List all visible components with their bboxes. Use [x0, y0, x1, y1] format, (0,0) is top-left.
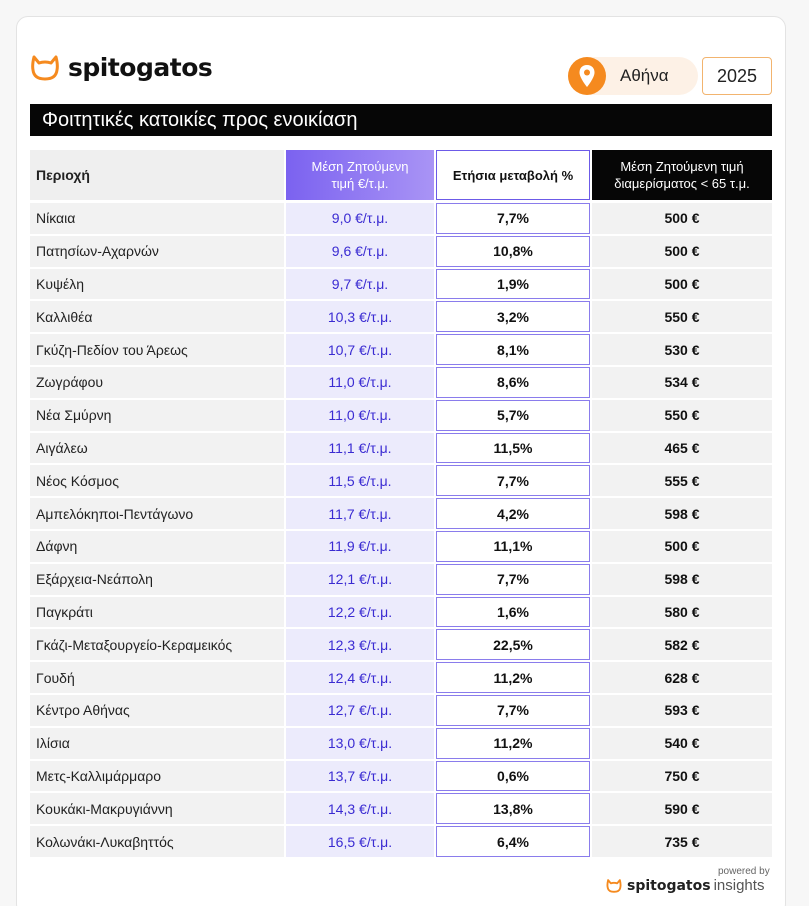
area-cell: Δάφνη — [30, 531, 284, 562]
apartment-price-cell: 735 € — [592, 826, 772, 857]
cat-logo-icon — [30, 55, 60, 81]
change-cell: 11,5% — [436, 433, 590, 464]
area-cell: Παγκράτι — [30, 597, 284, 628]
table-row — [30, 235, 772, 268]
apartment-price-cell: 590 € — [592, 793, 772, 824]
table-row — [30, 497, 772, 530]
price-cell: 11,7 €/τ.μ. — [286, 498, 434, 529]
table-row — [30, 300, 772, 333]
table-row — [30, 333, 772, 366]
location-name: Αθήνα — [620, 66, 669, 85]
column-header-apartment — [592, 150, 772, 200]
change-cell: 8,6% — [436, 367, 590, 398]
table-row — [30, 399, 772, 432]
apartment-price-cell: 555 € — [592, 465, 772, 496]
apartment-price-cell: 550 € — [592, 301, 772, 332]
page-title: Φοιτητικές κατοικίες προς ενοικίαση — [30, 104, 772, 136]
year-selector[interactable]: 2025 — [702, 57, 772, 95]
area-cell: Ιλίσια — [30, 728, 284, 759]
change-cell: 13,8% — [436, 793, 590, 824]
table-row — [30, 661, 772, 694]
area-cell: Νέος Κόσμος — [30, 465, 284, 496]
table-row — [30, 202, 772, 235]
table-row — [30, 432, 772, 465]
change-cell: 1,6% — [436, 597, 590, 628]
change-cell: 4,2% — [436, 498, 590, 529]
table-row — [30, 366, 772, 399]
change-cell: 11,2% — [436, 728, 590, 759]
apartment-price-cell: 593 € — [592, 695, 772, 726]
table-row — [30, 596, 772, 629]
price-cell: 16,5 €/τ.μ. — [286, 826, 434, 857]
table-row — [30, 694, 772, 727]
change-cell: 10,8% — [436, 236, 590, 267]
cat-logo-icon — [606, 879, 622, 893]
apartment-price-cell: 534 € — [592, 367, 772, 398]
price-cell: 14,3 €/τ.μ. — [286, 793, 434, 824]
area-cell: Γκύζη-Πεδίον του Άρεως — [30, 334, 284, 365]
column-header-apartment-line2: διαμερίσματος < 65 τ.μ. — [614, 176, 750, 191]
price-cell: 12,3 €/τ.μ. — [286, 629, 434, 660]
area-cell: Γκάζι-Μεταξουργείο-Κεραμεικός — [30, 629, 284, 660]
brand-name: spitogatos — [68, 53, 213, 82]
table-body — [30, 202, 772, 858]
area-cell: Εξάρχεια-Νεάπολη — [30, 564, 284, 595]
apartment-price-cell: 530 € — [592, 334, 772, 365]
column-header-price-line1: Μέση Ζητούμενη — [311, 159, 409, 174]
change-cell: 1,9% — [436, 269, 590, 300]
area-cell: Αιγάλεω — [30, 433, 284, 464]
apartment-price-cell: 500 € — [592, 203, 772, 234]
change-cell: 22,5% — [436, 629, 590, 660]
change-cell: 7,7% — [436, 203, 590, 234]
table-row — [30, 825, 772, 858]
change-cell: 7,7% — [436, 465, 590, 496]
price-cell: 11,0 €/τ.μ. — [286, 367, 434, 398]
change-cell: 11,2% — [436, 662, 590, 693]
table-row — [30, 563, 772, 596]
area-cell: Ζωγράφου — [30, 367, 284, 398]
price-cell: 13,7 €/τ.μ. — [286, 761, 434, 792]
footer-brand-suffix: insights — [713, 877, 765, 894]
change-cell: 7,7% — [436, 564, 590, 595]
price-cell: 9,6 €/τ.μ. — [286, 236, 434, 267]
table-row — [30, 760, 772, 793]
table-row — [30, 464, 772, 497]
price-cell: 13,0 €/τ.μ. — [286, 728, 434, 759]
table-row — [30, 268, 772, 301]
apartment-price-cell: 550 € — [592, 400, 772, 431]
area-cell: Μετς-Καλλιμάρμαρο — [30, 761, 284, 792]
table-header — [30, 150, 772, 200]
price-cell: 9,0 €/τ.μ. — [286, 203, 434, 234]
price-cell: 11,0 €/τ.μ. — [286, 400, 434, 431]
price-cell: 11,5 €/τ.μ. — [286, 465, 434, 496]
price-cell: 12,7 €/τ.μ. — [286, 695, 434, 726]
column-header-change: Ετήσια μεταβολή % — [436, 150, 590, 200]
location-selector[interactable] — [568, 57, 698, 95]
column-header-price-line2: τιμή €/τ.μ. — [331, 176, 389, 191]
apartment-price-cell: 628 € — [592, 662, 772, 693]
area-cell: Νέα Σμύρνη — [30, 400, 284, 431]
price-cell: 12,2 €/τ.μ. — [286, 597, 434, 628]
column-header-price — [286, 150, 434, 200]
apartment-price-cell: 500 € — [592, 236, 772, 267]
apartment-price-cell: 598 € — [592, 564, 772, 595]
area-cell: Γουδή — [30, 662, 284, 693]
table-row — [30, 628, 772, 661]
area-cell: Νίκαια — [30, 203, 284, 234]
table-row — [30, 727, 772, 760]
change-cell: 7,7% — [436, 695, 590, 726]
apartment-price-cell: 500 € — [592, 531, 772, 562]
apartment-price-cell: 750 € — [592, 761, 772, 792]
brand-logo[interactable] — [30, 53, 212, 82]
apartment-price-cell: 582 € — [592, 629, 772, 660]
price-cell: 11,1 €/τ.μ. — [286, 433, 434, 464]
footer-brand-logo[interactable] — [606, 877, 764, 894]
apartment-price-cell: 540 € — [592, 728, 772, 759]
column-header-area: Περιοχή — [30, 150, 284, 200]
change-cell: 8,1% — [436, 334, 590, 365]
area-cell: Κολωνάκι-Λυκαβηττός — [30, 826, 284, 857]
powered-by-label: powered by — [718, 866, 770, 877]
column-header-apartment-line1: Μέση Ζητούμενη τιμή — [620, 159, 744, 174]
area-cell: Καλλιθέα — [30, 301, 284, 332]
area-cell: Πατησίων-Αχαρνών — [30, 236, 284, 267]
change-cell: 11,1% — [436, 531, 590, 562]
apartment-price-cell: 465 € — [592, 433, 772, 464]
apartment-price-cell: 500 € — [592, 269, 772, 300]
table-row — [30, 792, 772, 825]
apartment-price-cell: 598 € — [592, 498, 772, 529]
price-cell: 12,1 €/τ.μ. — [286, 564, 434, 595]
price-cell: 10,7 €/τ.μ. — [286, 334, 434, 365]
map-pin-icon — [568, 57, 606, 95]
table-row — [30, 530, 772, 563]
footer-brand-name: spitogatos — [627, 877, 711, 894]
price-cell: 11,9 €/τ.μ. — [286, 531, 434, 562]
area-cell: Κυψέλη — [30, 269, 284, 300]
change-cell: 6,4% — [436, 826, 590, 857]
price-cell: 9,7 €/τ.μ. — [286, 269, 434, 300]
price-cell: 10,3 €/τ.μ. — [286, 301, 434, 332]
change-cell: 3,2% — [436, 301, 590, 332]
price-cell: 12,4 €/τ.μ. — [286, 662, 434, 693]
area-cell: Κουκάκι-Μακρυγιάννη — [30, 793, 284, 824]
area-cell: Κέντρο Αθήνας — [30, 695, 284, 726]
change-cell: 5,7% — [436, 400, 590, 431]
area-cell: Αμπελόκηποι-Πεντάγωνο — [30, 498, 284, 529]
apartment-price-cell: 580 € — [592, 597, 772, 628]
change-cell: 0,6% — [436, 761, 590, 792]
